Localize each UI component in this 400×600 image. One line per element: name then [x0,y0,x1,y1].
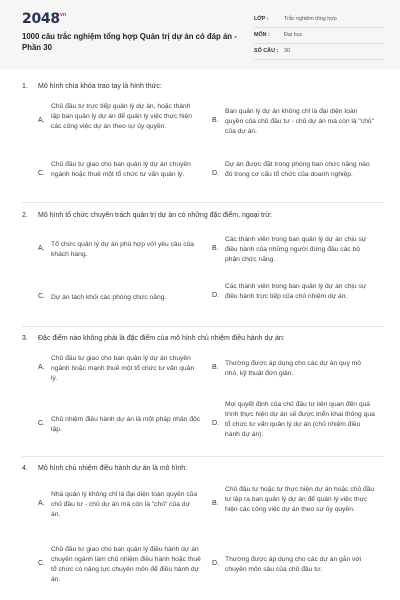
meta-value: 30 [284,48,290,54]
meta-label: SỐ CÂU : [254,48,279,54]
meta-label: LỚP : [254,16,269,22]
question-number: 3. [22,335,28,342]
option-letter: C. [38,560,45,567]
divider [22,456,384,457]
question-number: 4. [22,465,28,472]
option-letter: B. [212,500,219,507]
meta-label: MÔN : [254,32,270,38]
option-letter: A. [38,245,45,252]
meta-row-count [254,45,384,60]
question-text: Mô hình chủ nhiệm điều hành dự án là mô hình: [38,465,188,472]
option-text: Thường được áp dụng cho các dự án gắn với chuyên môn sâu của chủ đầu tư. [225,556,362,573]
option-text: Thường được áp dụng cho các dự án quy mô nhỏ, kỹ thuật đơn giản. [225,360,361,377]
option-text: Ban quản lý dự án không chỉ là đại diện toàn quyền của chủ đầu tư - chủ dự án mà còn là "chủ" của dự án. [225,108,375,135]
option-letter: D. [212,170,219,177]
option-text: Dự án tách khỏi các phòng chức năng. [51,294,167,301]
question-text: Đặc điểm nào không phải là đặc điểm của mô hình chủ nhiệm điều hành dự án: [38,335,285,342]
option-text: Mọi quyết định của chủ đầu tư liên quan đến quá trình thực hiện dự án sẽ được triển khai thông qua tổ chức tư vấn quản lý dự án (chủ nhiệm điều hành dự án). [225,401,375,438]
logo-suffix: vn [59,12,66,19]
meta-value: Đại học [284,32,303,38]
option-text: Chủ đầu tư trực tiếp quản lý dự án, hoặc thành lập ban quản lý dự án để quản lý việc thực hiện các công việc dự án theo sự ủy quyền. [51,103,192,130]
option-letter: A. [38,500,45,507]
option-text: Chủ đầu tư giao cho ban quản lý dự án chuyên ngành hoặc mạnh thuê một tổ chức tư vấn quản lý. [51,355,195,382]
option-text: Chủ nhiệm điều hành dự án là một pháp nhân độc lập. [51,416,201,433]
option-letter: C. [38,293,45,300]
option-letter: A. [38,117,45,124]
option-letter: D. [212,560,219,567]
option-text: Chủ đầu tư giao cho ban quản lý dự án chuyên ngành hoặc thuê một tổ chức tư vấn quản lý. [51,161,191,178]
meta-value: Trắc nghiệm tổng hợp [284,16,337,22]
logo-text: 2048 [22,11,60,27]
option-letter: D. [212,420,219,427]
divider [22,326,384,327]
option-letter: A. [38,364,45,371]
option-text: Chủ đầu tư giao cho ban quản lý điều hành dự án chuyên ngành làm chủ nhiệm điều hành hoặc thuê tổ chức có năng lực chuyên môn để điều hành dự án. [51,546,201,583]
question-text: Mô hình chìa khóa trao tay là hình thức: [38,83,162,90]
question-number: 2. [22,212,28,219]
option-text: Các thành viên trong ban quản lý dự án chịu sự điều hành của những người đứng đầu các bộ phận chức năng. [225,236,367,263]
site-logo[interactable] [22,11,66,27]
option-text: Chủ đầu tư hoặc tự thực hiện dự án hoặc chủ đầu tư lập ra ban quản lý dự án để quản lý việc thực hiện các công việc dự án theo sự ủy quyền. [225,486,375,513]
question-text: Mô hình tổ chức chuyên trách quản trị dự án có những đặc điểm, ngoại trừ: [38,212,272,219]
page-title: 1000 câu trắc nghiệm tổng hợp Quản trị dự án có đáp án - Phần 30 [22,32,237,52]
option-letter: B. [212,117,219,124]
option-letter: C. [38,170,45,177]
option-letter: C. [38,420,45,427]
question-number: 1. [22,83,28,90]
option-text: Các thành viên trong ban quản lý dự án chịu sự điều hành trực tiếp của chủ nhiệm dự án. [225,283,367,300]
option-letter: B. [212,364,219,371]
meta-row-class [254,13,384,28]
meta-row-subject [254,29,384,44]
divider [22,202,384,203]
document-header [0,0,400,70]
document-meta [254,13,384,61]
option-text: Dự án được đặt trong phòng ban chức năng nào đó trong cơ cấu tổ chức của doanh nghiệp. [225,161,370,178]
option-text: Tổ chức quản lý dự án phù hợp với yêu cầu của khách hàng. [51,241,195,258]
option-letter: B. [212,245,219,252]
option-letter: D. [212,292,219,299]
option-text: Nhà quản lý không chỉ là đại diện toàn quyền của chủ đầu tư - chủ dự án mà còn là "chủ" của dự án. [51,491,198,518]
